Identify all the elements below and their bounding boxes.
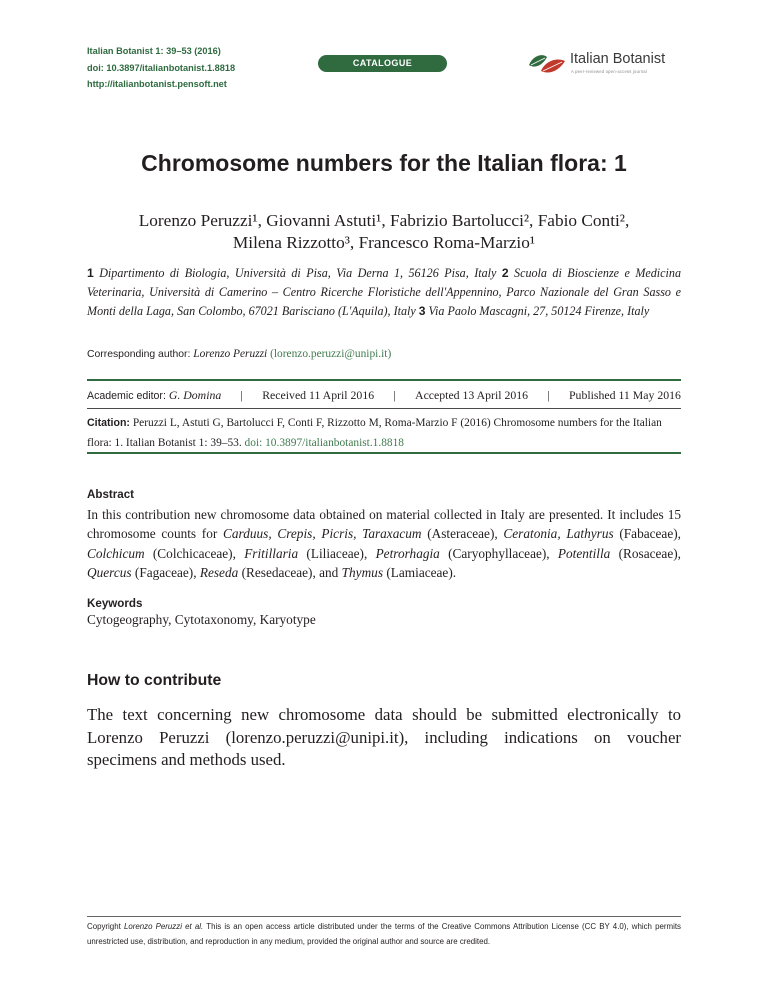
accepted-date: Accepted 13 April 2016 <box>415 388 529 402</box>
abstract-text: In this contribution new chromosome data obtained on material collected in Italy are presented. It includes 15 chromosome counts for Carduus, Crepis, Picris, Taraxacum (Asteraceae), Ceratonia, Lathyrus (Fabaceae), Colchicum (Colchicaceae), Fritillaria (Liliaceae), Petrorhagia (Caryophyllaceae), Potentilla (Rosaceae), Quercus (Fagaceae), Reseda (Resedaceae), and Thymus (Lamiaceae). <box>87 507 681 581</box>
author-line-2: Milena Rizzotto³, Francesco Roma-Marzio¹ <box>232 233 536 252</box>
divider-top <box>87 379 681 381</box>
corresponding-author <box>87 348 391 360</box>
divider-bottom <box>87 452 681 454</box>
corresponding-email-link[interactable]: (lorenzo.peruzzi@unipi.it) <box>267 348 392 360</box>
corresponding-label: Corresponding author: <box>87 349 194 360</box>
article-type-badge: CATALOGUE <box>318 55 447 72</box>
keywords-text: Cytogeography, Cytotaxonomy, Karyotype <box>87 612 316 627</box>
editor-name: G. Domina <box>168 388 222 402</box>
author-list <box>87 210 681 254</box>
doi-link[interactable]: doi: 10.3897/italianbotanist.1.8818 <box>87 62 236 73</box>
journal-reference: Italian Botanist 1: 39–53 (2016) <box>87 46 221 56</box>
contribute-text: The text concerning new chromosome data should be submitted electronically to Lorenzo Peruzzi (lorenzo.peruzzi@unipi.it), including indications on voucher specimens and methods used. <box>87 705 681 770</box>
affiliation-1: Dipartimento di Biologia, Università di Pisa, Via Derna 1, 56126 Pisa, Italy <box>93 266 502 280</box>
divider-middle <box>87 408 681 409</box>
citation <box>87 413 681 453</box>
contribute-heading: How to contribute <box>87 672 222 689</box>
editor-label: Academic editor: <box>87 390 169 402</box>
citation-label: Citation: <box>87 417 130 429</box>
journal-url-link[interactable]: http://italianbotanist.pensoft.net <box>87 79 227 89</box>
received-date: Received 11 April 2016 <box>262 388 375 402</box>
separator: | <box>547 388 550 402</box>
logo-title: Italian Botanist <box>570 51 666 67</box>
affiliation-number-3: 3 <box>418 304 426 318</box>
editorial-dates <box>87 388 681 403</box>
affiliation-3: Via Paolo Mascagni, 27, 50124 Firenze, Italy <box>425 304 650 318</box>
footer-divider <box>87 916 681 917</box>
academic-editor <box>87 388 221 403</box>
journal-meta <box>87 43 235 93</box>
affiliation-2: Scuola di Bioscienze e Medicina Veterinaria, Università di Camerino – Centro Ricerche Floristiche dell'Appennino, Parco Nazionale del Gran Sasso e Monti della Laga, San Colombo, 67021 Barisciano (L'Aquila), Italy <box>87 266 681 318</box>
published-date: Published 11 May 2016 <box>568 388 681 402</box>
logo-subtitle: A peer-reviewed open-access journal <box>571 69 647 74</box>
copyright-authors: Lorenzo Peruzzi et al. <box>123 922 204 931</box>
citation-text: Peruzzi L, Astuti G, Bartolucci F, Conti F, Rizzotto M, Roma-Marzio F (2016) Chromosome numbers for the Italian flora: 1. Italian Botanist 1: 39–53. <box>87 417 662 449</box>
article-title: Chromosome numbers for the Italian flora: 1 <box>141 150 627 176</box>
affiliation-number-2: 2 <box>501 266 509 280</box>
copyright-notice: Copyright Lorenzo Peruzzi et al. This is an open access article distributed under the terms of the Creative Commons Attribution License (CC BY 4.0), which permits unrestricted use, distribution, and reproduction in any medium, provided the original author and source are credited. <box>87 922 681 946</box>
leaf-logo-icon <box>527 51 567 75</box>
citation-doi-link[interactable]: doi: 10.3897/italianbotanist.1.8818 <box>244 437 405 449</box>
affiliation-number-1: 1 <box>87 266 94 280</box>
separator: | <box>393 388 396 402</box>
journal-logo <box>527 49 687 79</box>
corresponding-name: Lorenzo Peruzzi <box>193 348 268 360</box>
affiliations <box>87 264 681 321</box>
abstract-heading: Abstract <box>87 488 135 501</box>
keywords-heading: Keywords <box>87 597 143 610</box>
separator: | <box>240 388 243 402</box>
author-line-1: Lorenzo Peruzzi¹, Giovanni Astuti¹, Fabrizio Bartolucci², Fabio Conti², <box>138 211 630 230</box>
